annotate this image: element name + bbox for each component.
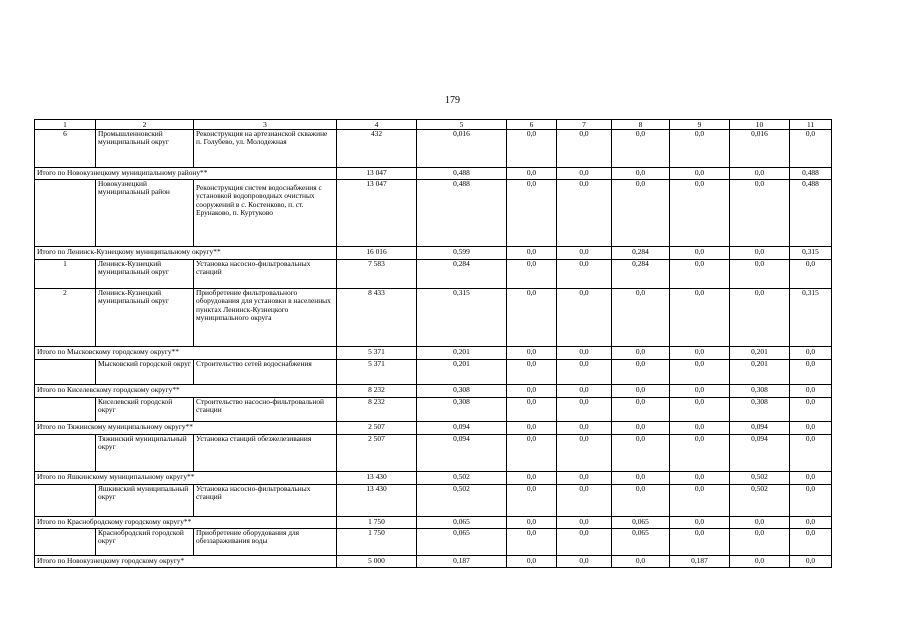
table-row xyxy=(35,130,832,168)
municipality-cell: Киселевский городской округ xyxy=(96,398,194,422)
value-cell-col-10: 0,308 xyxy=(730,398,790,422)
value-cell-col-10: 0,0 xyxy=(730,289,790,347)
value-cell-col-11: 0,0 xyxy=(790,435,832,472)
total-label: Итого по Краснобродскому городскому округу** xyxy=(35,517,337,529)
total-label: Итого по Новокузнецкому муниципальному району** xyxy=(35,168,337,180)
value-cell-col-9: 0,0 xyxy=(670,180,730,247)
value-cell-col-9: 0,0 xyxy=(670,529,730,556)
value-cell-col-8: 0,0 xyxy=(612,130,670,168)
total-row xyxy=(35,517,832,529)
value-cell-col-11: 0,0 xyxy=(790,360,832,385)
value-cell-col-8: 0,0 xyxy=(612,347,670,360)
value-cell-col-5: 0,308 xyxy=(417,398,507,422)
value-cell-col-10: 0,201 xyxy=(730,360,790,385)
activity-cell: Установка станций обезжелезивания xyxy=(194,435,337,472)
row-number xyxy=(35,180,96,247)
activity-cell: Строительство сетей водоснабжения xyxy=(194,360,337,385)
value-cell-col-4: 2 507 xyxy=(337,422,417,435)
value-cell-col-10: 0,094 xyxy=(730,422,790,435)
header-cell: 4 xyxy=(337,120,417,130)
value-cell-col-9: 0,0 xyxy=(670,398,730,422)
value-cell-col-6: 0,0 xyxy=(507,168,557,180)
value-cell-col-6: 0,0 xyxy=(507,517,557,529)
header-cell: 5 xyxy=(417,120,507,130)
value-cell-col-4: 8 433 xyxy=(337,289,417,347)
value-cell-col-4: 5 000 xyxy=(337,556,417,568)
value-cell-col-11: 0,0 xyxy=(790,422,832,435)
value-cell-col-7: 0,0 xyxy=(557,472,612,485)
activity-cell: Приобретение фильтровального оборудования для установки в населенных пунктах Ленинск-Кузнецкого муниципального округа xyxy=(194,289,337,347)
header-cell: 1 xyxy=(35,120,96,130)
value-cell-col-7: 0,0 xyxy=(557,360,612,385)
value-cell-col-10: 0,502 xyxy=(730,472,790,485)
value-cell-col-7: 0,0 xyxy=(557,247,612,260)
value-cell-col-8: 0,0 xyxy=(612,289,670,347)
value-cell-col-8: 0,065 xyxy=(612,529,670,556)
value-cell-col-8: 0,0 xyxy=(612,556,670,568)
total-label: Итого по Тяжинскому муниципальному округу** xyxy=(35,422,337,435)
value-cell-col-10: 0,0 xyxy=(730,529,790,556)
value-cell-col-5: 0,502 xyxy=(417,472,507,485)
value-cell-col-9: 0,0 xyxy=(670,247,730,260)
header-cell: 6 xyxy=(507,120,557,130)
table-row xyxy=(35,180,832,247)
value-cell-col-4: 432 xyxy=(337,130,417,168)
value-cell-col-7: 0,0 xyxy=(557,347,612,360)
activity-cell: Приобретение оборудования для обеззараживания воды xyxy=(194,529,337,556)
row-number xyxy=(35,435,96,472)
header-cell: 11 xyxy=(790,120,832,130)
total-row xyxy=(35,556,832,568)
value-cell-col-9: 0,0 xyxy=(670,422,730,435)
row-number xyxy=(35,398,96,422)
value-cell-col-5: 0,502 xyxy=(417,485,507,517)
value-cell-col-11: 0,0 xyxy=(790,472,832,485)
value-cell-col-5: 0,284 xyxy=(417,260,507,289)
value-cell-col-5: 0,599 xyxy=(417,247,507,260)
value-cell-col-10: 0,0 xyxy=(730,168,790,180)
value-cell-col-6: 0,0 xyxy=(507,130,557,168)
value-cell-col-8: 0,0 xyxy=(612,485,670,517)
total-row xyxy=(35,168,832,180)
value-cell-col-5: 0,094 xyxy=(417,435,507,472)
value-cell-col-6: 0,0 xyxy=(507,556,557,568)
value-cell-col-7: 0,0 xyxy=(557,529,612,556)
table-row xyxy=(35,260,832,289)
value-cell-col-4: 13 430 xyxy=(337,472,417,485)
municipality-cell: Краснобродский городской округ xyxy=(96,529,194,556)
value-cell-col-11: 0,0 xyxy=(790,260,832,289)
page-number: 179 xyxy=(445,95,460,106)
value-cell-col-4: 1 750 xyxy=(337,517,417,529)
value-cell-col-10: 0,0 xyxy=(730,517,790,529)
total-label: Итого по Мысковскому городскому округу** xyxy=(35,347,337,360)
row-number: 6 xyxy=(35,130,96,168)
value-cell-col-10: 0,0 xyxy=(730,247,790,260)
header-cell: 8 xyxy=(612,120,670,130)
value-cell-col-9: 0,0 xyxy=(670,385,730,398)
value-cell-col-6: 0,0 xyxy=(507,247,557,260)
value-cell-col-11: 0,488 xyxy=(790,168,832,180)
value-cell-col-5: 0,187 xyxy=(417,556,507,568)
value-cell-col-4: 5 371 xyxy=(337,347,417,360)
value-cell-col-9: 0,0 xyxy=(670,130,730,168)
value-cell-col-7: 0,0 xyxy=(557,435,612,472)
value-cell-col-9: 0,0 xyxy=(670,435,730,472)
value-cell-col-10: 0,0 xyxy=(730,260,790,289)
total-label: Итого по Киселевскому городскому округу** xyxy=(35,385,337,398)
table-row xyxy=(35,485,832,517)
value-cell-col-11: 0,0 xyxy=(790,398,832,422)
value-cell-col-11: 0,0 xyxy=(790,385,832,398)
value-cell-col-4: 13 047 xyxy=(337,168,417,180)
row-number xyxy=(35,360,96,385)
value-cell-col-9: 0,0 xyxy=(670,360,730,385)
value-cell-col-4: 2 507 xyxy=(337,435,417,472)
value-cell-col-7: 0,0 xyxy=(557,385,612,398)
value-cell-col-11: 0,0 xyxy=(790,556,832,568)
value-cell-col-9: 0,0 xyxy=(670,260,730,289)
value-cell-col-8: 0,284 xyxy=(612,260,670,289)
value-cell-col-5: 0,308 xyxy=(417,385,507,398)
value-cell-col-6: 0,0 xyxy=(507,435,557,472)
value-cell-col-4: 13 430 xyxy=(337,485,417,517)
municipality-cell: Новокузнецкий муниципальный район xyxy=(96,180,194,247)
value-cell-col-9: 0,0 xyxy=(670,168,730,180)
row-number xyxy=(35,485,96,517)
header-row xyxy=(35,120,832,130)
value-cell-col-7: 0,0 xyxy=(557,422,612,435)
value-cell-col-10: 0,308 xyxy=(730,385,790,398)
value-cell-col-7: 0,0 xyxy=(557,517,612,529)
value-cell-col-10: 0,094 xyxy=(730,435,790,472)
value-cell-col-7: 0,0 xyxy=(557,485,612,517)
row-number: 2 xyxy=(35,289,96,347)
value-cell-col-5: 0,065 xyxy=(417,529,507,556)
municipality-cell: Ленинск-Кузнецкий муниципальный округ xyxy=(96,260,194,289)
value-cell-col-4: 13 047 xyxy=(337,180,417,247)
value-cell-col-7: 0,0 xyxy=(557,289,612,347)
value-cell-col-5: 0,016 xyxy=(417,130,507,168)
value-cell-col-9: 0,0 xyxy=(670,517,730,529)
total-row xyxy=(35,385,832,398)
total-label: Итого по Ленинск-Кузнецкому муниципальному округу** xyxy=(35,247,337,260)
value-cell-col-6: 0,0 xyxy=(507,422,557,435)
value-cell-col-6: 0,0 xyxy=(507,260,557,289)
value-cell-col-4: 7 583 xyxy=(337,260,417,289)
activity-cell: Установка насосно-фильтровальных станций xyxy=(194,485,337,517)
value-cell-col-4: 5 371 xyxy=(337,360,417,385)
value-cell-col-6: 0,0 xyxy=(507,472,557,485)
value-cell-col-6: 0,0 xyxy=(507,485,557,517)
activity-cell: Реконструкция систем водоснабжения с установкой водопроводных очистных сооружений в с. Костенково, п. ст. Ерунаково, п. Куртуково xyxy=(194,180,337,247)
total-label: Итого по Новокузнецкому городскому округу* xyxy=(35,556,337,568)
value-cell-col-7: 0,0 xyxy=(557,556,612,568)
value-cell-col-4: 16 016 xyxy=(337,247,417,260)
header-cell: 10 xyxy=(730,120,790,130)
value-cell-col-5: 0,488 xyxy=(417,180,507,247)
value-cell-col-11: 0,0 xyxy=(790,347,832,360)
table-row xyxy=(35,289,832,347)
value-cell-col-5: 0,201 xyxy=(417,347,507,360)
total-row xyxy=(35,347,832,360)
value-cell-col-9: 0,0 xyxy=(670,347,730,360)
value-cell-col-11: 0,0 xyxy=(790,517,832,529)
value-cell-col-9: 0,0 xyxy=(670,485,730,517)
value-cell-col-11: 0,0 xyxy=(790,485,832,517)
value-cell-col-8: 0,0 xyxy=(612,360,670,385)
value-cell-col-11: 0,488 xyxy=(790,180,832,247)
value-cell-col-11: 0,315 xyxy=(790,247,832,260)
header-cell: 2 xyxy=(96,120,194,130)
header-cell: 7 xyxy=(557,120,612,130)
value-cell-col-5: 0,201 xyxy=(417,360,507,385)
value-cell-col-11: 0,0 xyxy=(790,529,832,556)
municipality-cell: Тяжинский муниципальный округ xyxy=(96,435,194,472)
value-cell-col-8: 0,0 xyxy=(612,385,670,398)
value-cell-col-9: 0,0 xyxy=(670,472,730,485)
value-cell-col-5: 0,094 xyxy=(417,422,507,435)
table-row xyxy=(35,435,832,472)
municipality-cell: Ленинск-Кузнецкий муниципальный округ xyxy=(96,289,194,347)
municipality-cell: Мысковский городской округ xyxy=(96,360,194,385)
value-cell-col-6: 0,0 xyxy=(507,385,557,398)
value-cell-col-6: 0,0 xyxy=(507,360,557,385)
value-cell-col-8: 0,0 xyxy=(612,168,670,180)
value-cell-col-9: 0,187 xyxy=(670,556,730,568)
value-cell-col-10: 0,502 xyxy=(730,485,790,517)
total-row xyxy=(35,472,832,485)
activity-cell: Строительство насосно-фильтровальной станции xyxy=(194,398,337,422)
value-cell-col-8: 0,0 xyxy=(612,435,670,472)
header-cell: 9 xyxy=(670,120,730,130)
value-cell-col-6: 0,0 xyxy=(507,347,557,360)
value-cell-col-8: 0,0 xyxy=(612,472,670,485)
value-cell-col-7: 0,0 xyxy=(557,168,612,180)
value-cell-col-4: 8 232 xyxy=(337,398,417,422)
value-cell-col-4: 8 232 xyxy=(337,385,417,398)
value-cell-col-6: 0,0 xyxy=(507,529,557,556)
activity-cell: Установка насосно-фильтровальных станций xyxy=(194,260,337,289)
table-row xyxy=(35,398,832,422)
municipality-cell: Промышленновский муниципальный округ xyxy=(96,130,194,168)
table-row xyxy=(35,360,832,385)
value-cell-col-7: 0,0 xyxy=(557,130,612,168)
value-cell-col-10: 0,016 xyxy=(730,130,790,168)
value-cell-col-9: 0,0 xyxy=(670,289,730,347)
value-cell-col-8: 0,065 xyxy=(612,517,670,529)
total-label: Итого по Яшкинскому муниципальному округу** xyxy=(35,472,337,485)
value-cell-col-7: 0,0 xyxy=(557,398,612,422)
row-number: 1 xyxy=(35,260,96,289)
value-cell-col-4: 1 750 xyxy=(337,529,417,556)
table-row xyxy=(35,529,832,556)
value-cell-col-10: 0,0 xyxy=(730,556,790,568)
value-cell-col-6: 0,0 xyxy=(507,289,557,347)
value-cell-col-11: 0,0 xyxy=(790,130,832,168)
value-cell-col-5: 0,315 xyxy=(417,289,507,347)
value-cell-col-11: 0,315 xyxy=(790,289,832,347)
data-table xyxy=(34,119,832,568)
value-cell-col-7: 0,0 xyxy=(557,180,612,247)
value-cell-col-10: 0,0 xyxy=(730,180,790,247)
value-cell-col-5: 0,488 xyxy=(417,168,507,180)
value-cell-col-6: 0,0 xyxy=(507,398,557,422)
value-cell-col-8: 0,0 xyxy=(612,422,670,435)
total-row xyxy=(35,422,832,435)
header-cell: 3 xyxy=(194,120,337,130)
value-cell-col-8: 0,0 xyxy=(612,180,670,247)
value-cell-col-5: 0,065 xyxy=(417,517,507,529)
value-cell-col-7: 0,0 xyxy=(557,260,612,289)
value-cell-col-10: 0,201 xyxy=(730,347,790,360)
value-cell-col-6: 0,0 xyxy=(507,180,557,247)
value-cell-col-8: 0,0 xyxy=(612,398,670,422)
municipality-cell: Яшкинский муниципальный округ xyxy=(96,485,194,517)
value-cell-col-8: 0,284 xyxy=(612,247,670,260)
activity-cell: Реконструкция на артезианской скважине п. Голубево, ул. Молодежная xyxy=(194,130,337,168)
row-number xyxy=(35,529,96,556)
total-row xyxy=(35,247,832,260)
